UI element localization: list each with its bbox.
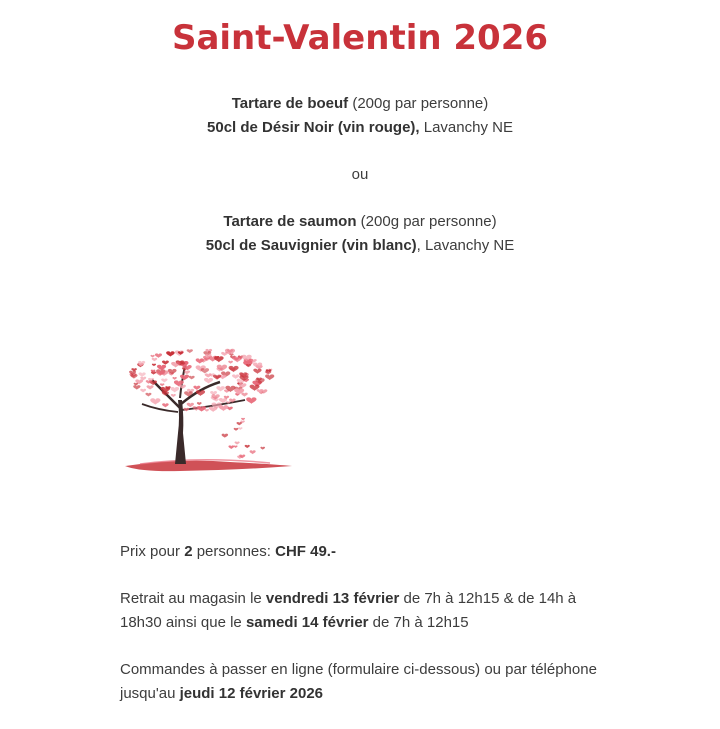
option1-wine-line [0, 116, 720, 140]
option2-wine-line [0, 234, 720, 258]
heart-tree-icon [120, 338, 295, 478]
option2-dish-line [0, 210, 720, 234]
option2-dish: Tartare de saumon [223, 213, 357, 230]
pickup-day1: vendredi 13 février [265, 590, 400, 607]
price-line: Prix pour 2 personnes: CHF 49.- [120, 543, 336, 560]
option1-wine: 50cl de Désir Noir (vin rouge), [207, 119, 420, 136]
option1-dish: Tartare de boeuf [231, 95, 349, 112]
option1-dish-note: (200g par personne) [348, 95, 489, 112]
orders-line: Commandes à passer en ligne (formulaire ci-dessous) ou par téléphone jusqu'au jeudi 12 février 2026 [120, 661, 597, 702]
separator: ou [351, 166, 369, 183]
option2-dish-note: (200g par personne) [356, 213, 497, 230]
pickup-line: Retrait au magasin le vendredi 13 février de 7h à 12h15 & de 14h à 18h30 ainsi que le samedi 14 février de 7h à 12h15 [120, 590, 577, 631]
order-info [120, 540, 620, 729]
option2-wine-origin: , Lavanchy NE [416, 237, 515, 254]
menu-options [0, 92, 720, 258]
option2-wine: 50cl de Sauvignier (vin blanc) [205, 237, 417, 254]
option1-wine-origin: Lavanchy NE [419, 119, 513, 136]
price-amount: CHF 49.- [275, 543, 336, 560]
orders-deadline: jeudi 12 février 2026 [179, 685, 324, 702]
price-persons: 2 [184, 543, 193, 560]
heart-canopy [129, 349, 274, 459]
page-title: Saint-Valentin 2026 [171, 18, 549, 58]
option1-dish-line [0, 92, 720, 116]
pickup-day2: samedi 14 février [245, 614, 369, 631]
